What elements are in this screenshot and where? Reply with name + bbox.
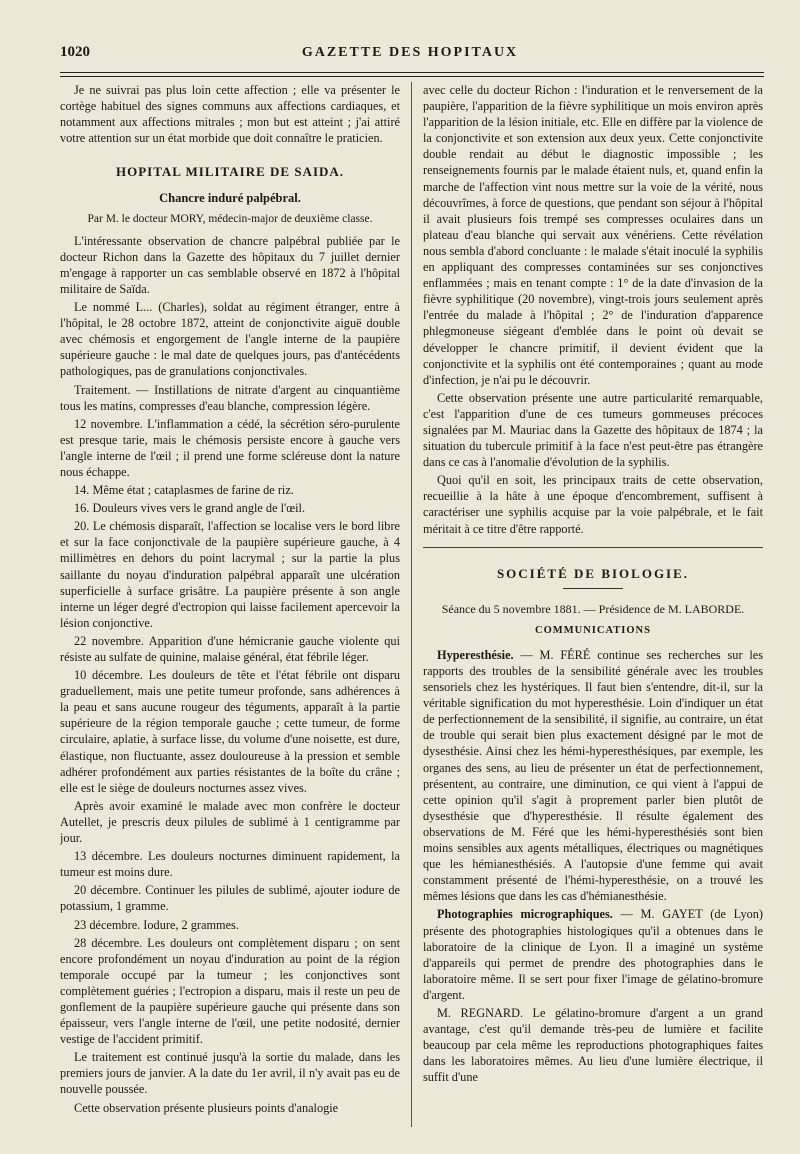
paragraph: 20 décembre. Continuer les pilules de sublimé, ajouter iodure de potassium, 1 gramme. — [60, 883, 400, 914]
paragraph: Quoi qu'il en soit, les principaux traits de cette observation, recueillie à la hâte à une époque d'encombrement, suffisent à caractériser une syphilis acquise par la voie palpébrale, et le fait méritait à ce titre d'être rapporté. — [423, 473, 763, 536]
paragraph: L'intéressante observation de chancre palpébral publiée par le docteur Richon dans la Gazette des hôpitaux du 7 juillet dernier m'engage à rapporter un cas semblable observé en 1872 à l'hôpital militaire de Saïda. — [60, 233, 400, 296]
photo-author: — M. GAYET (de Lyon) — [620, 907, 763, 922]
photo-text: présente des photographies histologiques qu'il a obtenues dans le laboratoire de la clinique de Lyon. Il a imaginé un système d'appareils qui permet de prendre des photographies dans le laboratoire même. Il se sert pour fixer l'image de gélatino-bromure d'argent. — [423, 923, 763, 1002]
paragraph: 10 décembre. Les douleurs de tête et l'état fébrile ont disparu graduellement, mais une petite tumeur profonde, sans adhérences à la peau et sans aucune rougeur des téguments, apparaît à la partie supérieure de la région temporale gauche ; cette tumeur, de forme circulaire, aplatie, à surface lisse, du volume d'une noisette, est dure, élastique, non fluctuante, assez douloureuse à la pression et semble adhérer profondément aux parties résistantes de la boîte du crâne ; elle est le siège de douleurs nocturnes assez vives. — [60, 668, 400, 795]
paragraph: avec celle du docteur Richon : l'induration et le renversement de la paupière, l'apparition de la fièvre syphilitique un mois environ après l'apparition de la lésion initiale, etc. Elle en diffère par la violence de la conjonctivite et son extension aux deux yeux. Cette conjonctivite double rendait au début le diagnostic impossible ; les renseignements fournis par le malade étaient nuls, et, quand enfin la marche de l'affection vint nous mettre sur la voie de la vérité, nous découvrîmes, à force de questions, que pendant son séjour à l'hôpital il avait plusieurs fois trempé ses compresses oculaires dans un plateau d'eau blanche qui servait aux vénériens. Cette révélation nous sembla d'abord concluante : le malade s'était inoculé la syphilis en appliquant des compresses contaminées sur ses conjonctives enflammées ; mais en tenant compte : 1° de la date d'invasion de la fièvre syphilitique (20 novembre), vingt-trois jours seulement après l'entrée du malade à l'hôpital ; 2° de l'induration d'apparence phlegmoneuse siégeant d'emblée dans le point où devait se développer le chancre primitif, il devient évident que la conjonctivite et la syphilis ont été contemporaines ; quant au mode d'infection, je n'ai pu le découvrir. — [423, 83, 763, 387]
regnard-author: M. REGNARD. — [437, 1005, 524, 1020]
paragraph: Le nommé L... (Charles), soldat au régiment étranger, entre à l'hôpital, le 28 octobre 1872, atteint de conjonctivite aiguë double avec chémosis et engorgement de l'angle interne de la paupière supérieure gauche : le mal date de quelques jours, pas d'antécédents pathologiques, pas de granulations conjonctivales. — [60, 300, 400, 379]
paragraph: Cette observation présente une autre particularité remarquable, c'est l'apparition d'une de ces tumeurs gommeuses précoces signalées par M. Mauriac dans la Gazette des hôpitaux de 1874 ; la situation du tubercule primitif à la face n'est peut-être pas étrangère dans ce cas à l'anomalie d'évolution de la syphilis. — [423, 390, 763, 470]
paragraph: 22 novembre. Apparition d'une hémicranie gauche violente qui résiste au sulfate de quinine, malaise général, état fébrile léger. — [60, 633, 400, 664]
photo-heading: Photographies micrographiques. — [437, 907, 613, 922]
hyperesthesie-author: — M. FÉRÉ — [520, 647, 591, 662]
paragraph: 14. Même état ; cataplasmes de farine de riz. — [74, 483, 294, 498]
paragraph: Traitement. — Instillations de nitrate d'argent au cinquantième tous les matins, compresses d'eau blanche, compression légère. — [60, 382, 400, 413]
page-number: 1020 — [60, 44, 90, 60]
column-divider — [411, 82, 412, 1127]
society-title: SOCIÉTÉ DE BIOLOGIE. — [496, 565, 690, 581]
intro-paragraph: Je ne suivrai pas plus loin cette affection ; elle va présenter le cortège habituel des signes communs aux affections cardiaques, et notamment aux affections mitrales ; mon but est atteint ; j'ai attiré votre attention sur un état morbide que doit connaître le praticien. — [60, 83, 400, 146]
paragraph: 28 décembre. Les douleurs ont complètement disparu ; on sent encore profondément un noyau d'induration au point de la région temporale occupé par la tumeur ; les conjonctives sont complètement guéries ; l'ectropion a disparu, mais il reste un peu de gonflement de la paupière supérieure gauche qui présente dans son épaisseur, vers l'angle interne de l'œil, une petite nodosité, dernier vestige de l'accident primitif. — [60, 935, 400, 1047]
photo-paragraph — [423, 906, 763, 1003]
short-rule — [563, 588, 623, 589]
section-separator — [423, 547, 763, 548]
paragraph: 20. Le chémosis disparaît, l'affection se localise vers le bord libre et sur la face conjonctivale de la paupière supérieure gauche, à 4 millimètres en dehors du point lacrymal ; sur la partie la plus saillante du noyau d'induration palpébral apparaît une ulcération superficielle à surface grisâtre. La paupière présente à son angle interne un léger degré d'ectropion qui laisse facilement apercevoir la lésion conjonctive. — [60, 519, 400, 630]
communications-title: COMMUNICATIONS — [535, 624, 651, 636]
left-column — [60, 82, 400, 1142]
header-rule — [60, 72, 764, 73]
journal-title: GAZETTE DES HOPITAUX — [301, 45, 519, 60]
paragraph: Cette observation présente plusieurs points d'analogie — [74, 1100, 339, 1115]
regnard-text: Le gélatino-bromure d'argent a un grand avantage, c'est qu'il demande très-peu de lumière et facilite beaucoup par cela même les reproductions photographiques faites dans les laboratoires mêmes. Au lieu d'une lumière électrique, il suffit d'une — [423, 1005, 763, 1085]
paragraph: Le traitement est continué jusqu'à la sortie du malade, dans les premiers jours de janvier. A la date du 1er avril, il n'y avait pas eu de nouvelle poussée. — [60, 1050, 400, 1097]
paragraph: 16. Douleurs vives vers le grand angle de l'œil. — [74, 501, 306, 516]
session-line: Séance du 5 novembre 1881. — Présidence de M. LABORDE. — [441, 601, 745, 616]
page-header — [60, 44, 760, 66]
right-column — [423, 82, 763, 1142]
paragraph: Après avoir examiné le malade avec mon confrère le docteur Autellet, je prescris deux pilules de sublimé à 1 centigramme par jour. — [60, 798, 400, 846]
paragraph: 13 décembre. Les douleurs nocturnes diminuent rapidement, la tumeur est moins dure. — [60, 849, 400, 880]
paragraph: 12 novembre. L'inflammation a cédé, la sécrétion séro-purulente est presque tarie, mais le chémosis persiste encore à gauche vers l'angle interne de l'œil ; il prend une forme scléreuse dont la nature nous échappe. — [60, 416, 400, 479]
header-rule-thin — [60, 76, 764, 77]
hyperesthesie-text: continue ses recherches sur les rapports des troubles de la sensibilité générale avec les troubles sensoriels chez les hystériques. Il faut bien s'entendre, dit-il, sur la véritable signification du mot hyperesthésie. Loin d'indiquer un état de perfectionnement de la sensibilité, il signifie, au contraire, un état de trouble qui serait bien plus exactement désigné par le mot de dysesthésie. Ainsi chez les hémi-hyperesthésiques, par exemple, les organes des sens, au lieu de présenter un état de perfectionnement, présentent, au contraire, une diminution, ce qui vient à l'appui de cette opinion qu'il s'agit à proprement parler bien plutôt de dysesthésie que d'hyperesthésie. Il résulte également des observations de M. Féré que les hémi-hyperesthésiés sont bien moins sensibles aux agents métalliques, électriques ou magnétiques que les hémianesthésiés. A l'autopsie d'une femme qui avait constamment présenté de l'hémi-hyperesthésie, on a trouvé les mêmes lésions que dans les cas d'hémianesthésie. — [423, 647, 763, 904]
hyperesthesie-paragraph — [423, 647, 763, 905]
regnard-paragraph — [423, 1005, 763, 1085]
case-title: Chancre induré palpébral. — [159, 191, 301, 206]
hyperesthesie-heading: Hyperesthésie. — [437, 647, 514, 662]
byline: Par M. le docteur MORY, médecin-major de deuxième classe. — [87, 212, 373, 225]
section-title: HOPITAL MILITAIRE DE SAIDA. — [115, 164, 345, 180]
paragraph: 23 décembre. Iodure, 2 grammes. — [74, 917, 239, 932]
